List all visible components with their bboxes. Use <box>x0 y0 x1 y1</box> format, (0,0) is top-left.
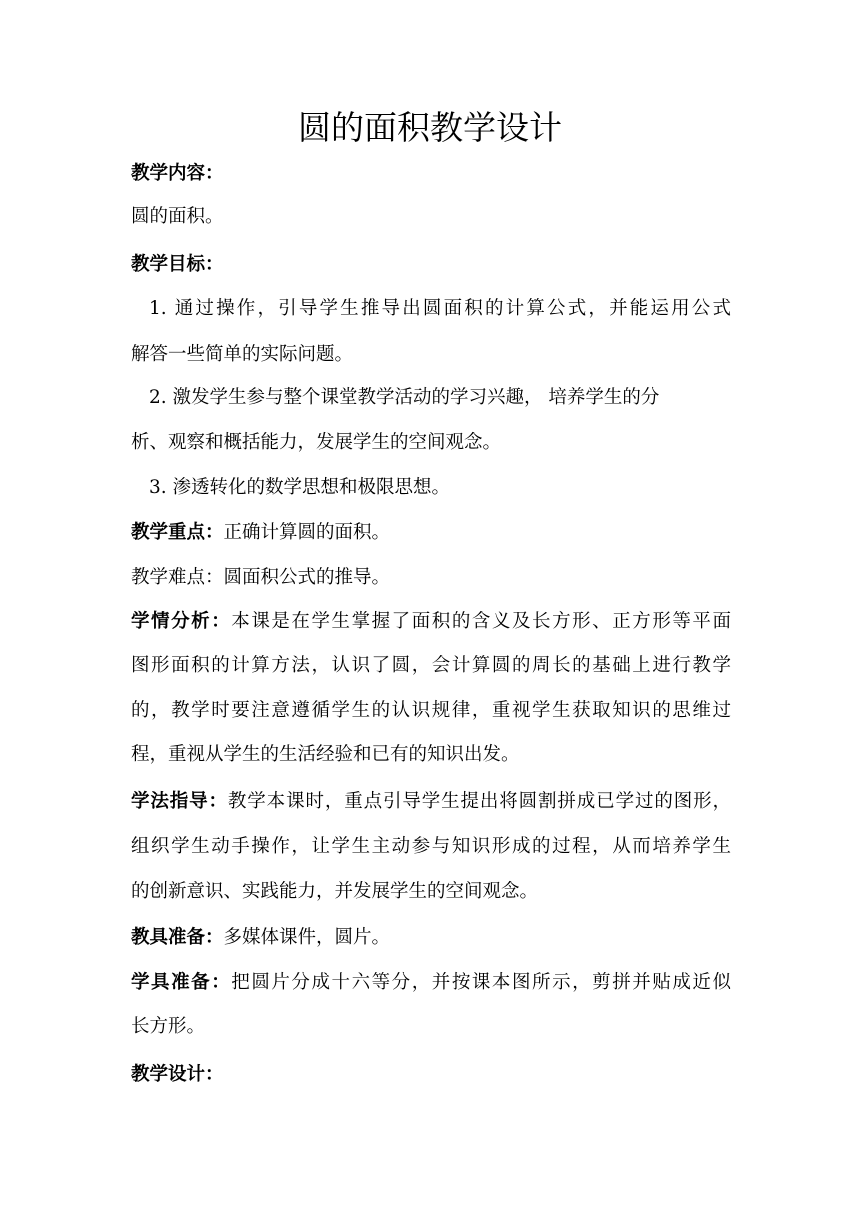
analysis-line-3: 的，教学时要注意遵循学生的认识规律，重视学生获取知识的思维过 <box>131 700 731 721</box>
content-label: 教学内容： <box>131 163 224 184</box>
document-title: 圆的面积教学设计 <box>298 108 562 147</box>
design-heading <box>131 1061 731 1089</box>
student-prep-text-1: 把圆片分成十六等分，并按课本图所示，剪拼并贴成近似 <box>231 972 731 993</box>
analysis-label: 学情分析： <box>131 611 232 632</box>
objectives-label: 教学目标： <box>131 254 224 275</box>
difficulty-text: 圆面积公式的推导。 <box>223 567 391 588</box>
teacher-prep-label: 教具准备： <box>131 927 224 948</box>
method-line-2: 组织学生动手操作，让学生主动参与知识形成的过程，从而培养学生 <box>131 836 731 857</box>
method-text-1: 教学本课时，重点引导学生提出将圆割拼成已学过的图形， <box>227 791 731 812</box>
analysis-line-1 <box>131 608 731 636</box>
teacher-prep-text: 多媒体课件，圆片。 <box>223 927 391 948</box>
objective-2-line-2: 析、观察和概括能力，发展学生的空间观念。 <box>131 432 502 453</box>
analysis-line-2: 图形面积的计算方法，认识了圆，会计算圆的周长的基础上进行教学 <box>131 655 731 676</box>
objectives-heading <box>131 251 731 279</box>
objective-2-line-1: 2. 激发学生参与整个课堂教学活动的学习兴趣， 培养学生的分 <box>149 387 660 408</box>
key-point-label: 教学重点： <box>131 522 224 543</box>
method-line-3: 的创新意识、实践能力，并发展学生的空间观念。 <box>131 881 539 902</box>
teacher-prep-row <box>131 924 731 952</box>
key-point-row <box>131 519 731 547</box>
design-label: 教学设计： <box>131 1064 224 1085</box>
objective-3-line-1: 3. 渗透转化的数学思想和极限思想。 <box>149 477 451 498</box>
analysis-line-4: 程，重视从学生的生活经验和已有的知识出发。 <box>131 744 520 765</box>
method-label: 学法指导： <box>131 791 228 812</box>
difficulty-row <box>131 564 731 592</box>
content-text: 圆的面积。 <box>131 206 224 227</box>
objective-1-line-2: 解答一些简单的实际问题。 <box>131 344 354 365</box>
analysis-text-1: 本课是在学生掌握了面积的含义及长方形、正方形等平面 <box>231 611 731 632</box>
student-prep-label: 学具准备： <box>131 972 232 993</box>
objective-1-line-1: 1. 通过操作，引导学生推导出圆面积的计算公式，并能运用公式 <box>149 298 731 319</box>
student-prep-line-2: 长方形。 <box>131 1016 206 1037</box>
method-line-1 <box>131 788 731 816</box>
key-point-text: 正确计算圆的面积。 <box>223 522 391 543</box>
student-prep-line-1 <box>131 969 731 997</box>
difficulty-label: 教学难点： <box>131 567 224 588</box>
content-heading <box>131 160 731 188</box>
